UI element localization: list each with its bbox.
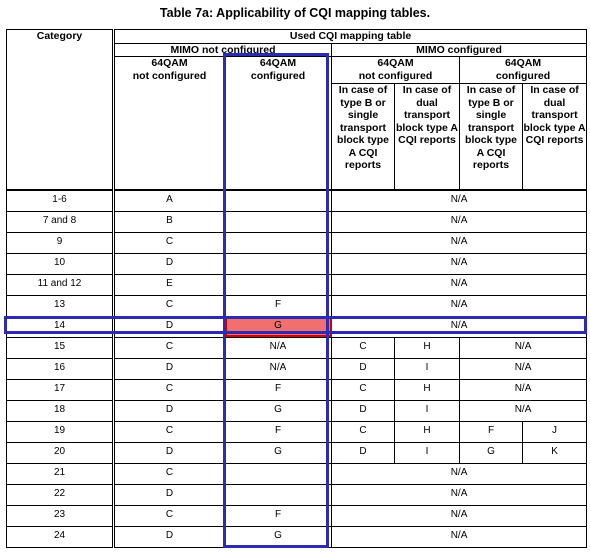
cell-c: C [332,337,395,358]
cell-f: J [523,421,587,442]
cell-d: H [395,379,460,400]
cell-d: I [395,400,460,421]
cell-cat: 11 and 12 [7,274,114,295]
table-row [7,190,587,212]
cell-rest: N/A [332,484,587,505]
cell-b [225,274,332,295]
cell-e: F [460,421,523,442]
table-row [7,358,587,379]
table-row [7,295,587,316]
cell-cat: 7 and 8 [7,211,114,232]
cell-ef: N/A [460,358,587,379]
cell-cat: 10 [7,253,114,274]
header-mimo-not-configured: MIMO not configured [114,43,332,57]
table-row [7,484,587,505]
table-row [7,400,587,421]
cell-b: N/A [225,337,332,358]
table-row [7,337,587,358]
cell-a: C [114,421,225,442]
table-row [7,379,587,400]
cell-a: C [114,505,225,526]
table-row [7,232,587,253]
table-row [7,253,587,274]
header-64qam-not-configured: 64QAM not configured [114,57,225,190]
cell-b [225,211,332,232]
cell-ef: N/A [460,379,587,400]
header-case-dual-2: In case of dual transport block type A CQI reports [523,84,587,190]
cell-rest: N/A [332,232,587,253]
header-category: Category [7,30,114,190]
cell-ef: N/A [460,400,587,421]
table-row [7,442,587,463]
table-title: Table 7a: Applicability of CQI mapping tables. [159,6,431,20]
header-64qam-configured: 64QAM configured [225,57,332,190]
cell-b: F [225,421,332,442]
table-row [7,211,587,232]
cell-b [225,463,332,484]
cell-b: G [225,442,332,463]
cell-a: C [114,463,225,484]
table-row [7,505,587,526]
cell-b [225,253,332,274]
cell-rest: N/A [332,463,587,484]
cell-rest: N/A [332,526,587,547]
header-mimo-64qam-not-configured: 64QAM not configured [332,57,460,84]
table-row [7,421,587,442]
cell-cat: 18 [7,400,114,421]
cell-b: F [225,505,332,526]
cell-rest: N/A [332,274,587,295]
cell-f: K [523,442,587,463]
cell-b: F [225,379,332,400]
cell-b [225,190,332,212]
cell-a: C [114,232,225,253]
cell-rest: N/A [332,190,587,212]
cell-cat: 21 [7,463,114,484]
header-case-type-b-2: In case of type B or single transport block type A CQI reports [460,84,523,190]
cell-c: D [332,400,395,421]
cell-a: D [114,400,225,421]
cell-c: D [332,442,395,463]
cell-cat: 16 [7,358,114,379]
cell-ef: N/A [460,337,587,358]
cell-b: G [225,526,332,547]
cell-rest: N/A [332,316,587,337]
cell-d: H [395,337,460,358]
cell-cat: 1-6 [7,190,114,212]
cell-a: D [114,253,225,274]
cell-a: E [114,274,225,295]
cell-b [225,232,332,253]
cell-c: C [332,379,395,400]
cell-a: C [114,337,225,358]
cell-b: G [225,400,332,421]
cell-cat: 24 [7,526,114,547]
header-case-dual-1: In case of dual transport block type A CQI reports [395,84,460,190]
cell-a: D [114,316,225,337]
header-mimo-64qam-configured: 64QAM configured [460,57,587,84]
cell-cat: 19 [7,421,114,442]
cell-a: C [114,295,225,316]
cell-a: D [114,358,225,379]
cell-cat: 9 [7,232,114,253]
table-row [7,274,587,295]
table-row [7,316,587,337]
cell-c: D [332,358,395,379]
header-case-type-b-1: In case of type B or single transport block type A CQI reports [332,84,395,190]
cell-cat: 15 [7,337,114,358]
cell-a: D [114,526,225,547]
cell-cat: 14 [7,316,114,337]
cell-b [225,484,332,505]
cell-cat: 17 [7,379,114,400]
cell-cat: 22 [7,484,114,505]
cell-d: I [395,442,460,463]
header-mimo-configured: MIMO configured [332,43,587,57]
table-row [7,526,587,547]
cell-d: H [395,421,460,442]
cell-rest: N/A [332,505,587,526]
header-used-cqi: Used CQI mapping table [114,30,587,44]
cell-d: I [395,358,460,379]
cell-b: G [225,316,332,337]
cell-rest: N/A [332,211,587,232]
cell-cat: 23 [7,505,114,526]
cell-a: B [114,211,225,232]
cell-a: C [114,379,225,400]
cell-a: D [114,484,225,505]
cell-cat: 13 [7,295,114,316]
cqi-mapping-table [6,29,587,548]
cell-a: A [114,190,225,212]
cell-cat: 20 [7,442,114,463]
cell-rest: N/A [332,295,587,316]
cell-b: N/A [225,358,332,379]
cell-rest: N/A [332,253,587,274]
table-row [7,463,587,484]
cell-a: D [114,442,225,463]
cell-c: C [332,421,395,442]
cell-b: F [225,295,332,316]
cell-e: G [460,442,523,463]
